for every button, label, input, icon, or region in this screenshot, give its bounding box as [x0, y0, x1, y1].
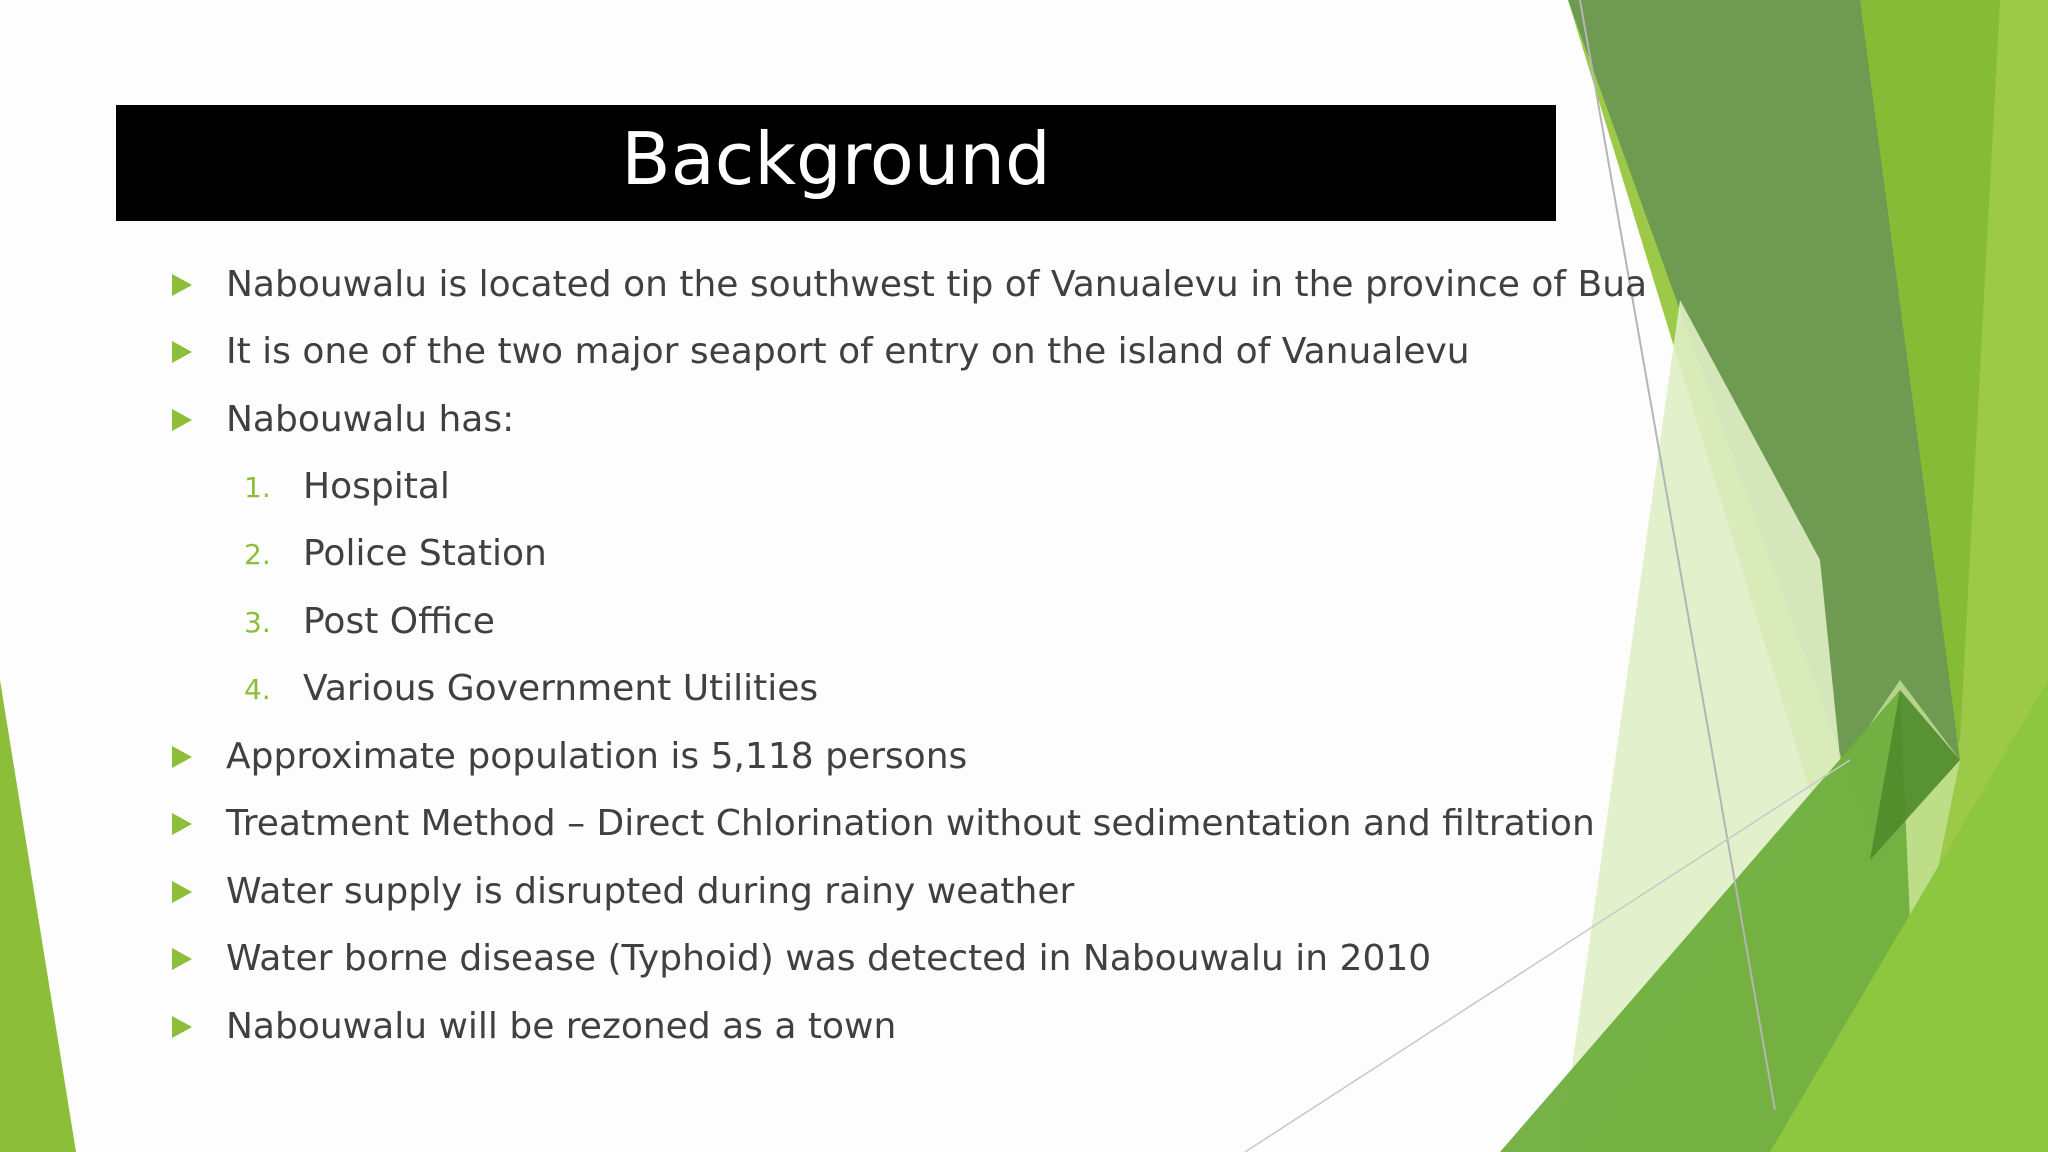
- bullet-arrow-icon: [172, 948, 192, 970]
- bullet-seaport: It is one of the two major seaport of entry on the island of Vanualevu: [226, 331, 1470, 372]
- bullet-water-supply: Water supply is disrupted during rainy weather: [226, 871, 1075, 912]
- bullet-arrow-icon: [172, 1016, 192, 1038]
- bullet-treatment-method: Treatment Method – Direct Chlorination without sedimentation and filtration: [226, 803, 1595, 844]
- bullet-arrow-icon: [172, 881, 192, 903]
- list-number: 2.: [244, 538, 271, 571]
- bullet-population: Approximate population is 5,118 persons: [226, 736, 968, 777]
- list-number: 4.: [244, 673, 271, 706]
- facility-hospital: Hospital: [303, 466, 450, 507]
- facility-post-office: Post Office: [303, 601, 495, 642]
- bullet-arrow-icon: [172, 274, 192, 296]
- slide-title: Background: [621, 117, 1051, 201]
- list-number: 1.: [244, 471, 271, 504]
- bullet-arrow-icon: [172, 341, 192, 363]
- bullet-has: Nabouwalu has:: [226, 399, 515, 440]
- bullet-disease: Water borne disease (Typhoid) was detected in Nabouwalu in 2010: [226, 938, 1432, 979]
- bullet-rezoned: Nabouwalu will be rezoned as a town: [226, 1006, 897, 1047]
- bullet-arrow-icon: [172, 813, 192, 835]
- facility-government-utilities: Various Government Utilities: [303, 668, 819, 709]
- bullet-arrow-icon: [172, 746, 192, 768]
- bullet-location: Nabouwalu is located on the southwest tip of Vanualevu in the province of Bua: [226, 264, 1648, 305]
- list-number: 3.: [244, 606, 271, 639]
- bullet-arrow-icon: [172, 409, 192, 431]
- facility-police-station: Police Station: [303, 533, 547, 574]
